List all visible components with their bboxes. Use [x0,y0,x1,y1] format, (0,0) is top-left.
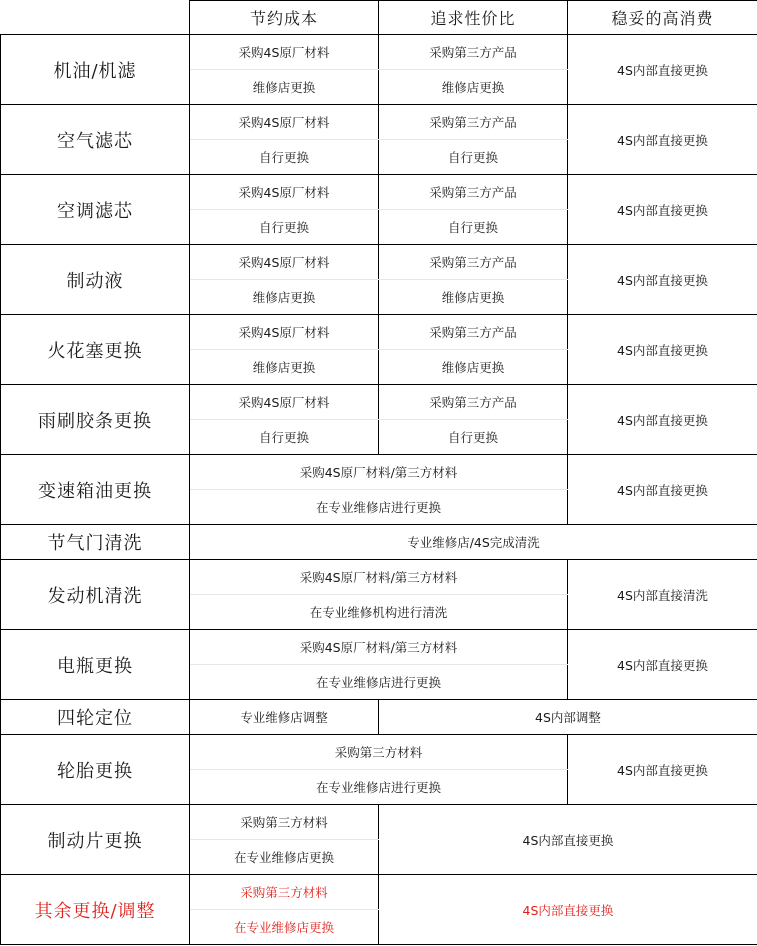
save-option-line2: 维修店更换 [190,280,379,315]
rest-option: 4S内部直接更换 [379,875,757,945]
merged-option-line1: 采购4S原厂材料/第三方材料 [190,630,568,665]
table-row [1,700,757,735]
premium-option: 4S内部直接更换 [568,455,757,525]
table-row [1,805,757,840]
save-option-line1: 采购4S原厂材料 [190,175,379,210]
table-row [1,385,757,420]
header-premium: 稳妥的高消费 [568,1,757,35]
premium-option: 4S内部直接更换 [568,315,757,385]
item-name: 机油/机滤 [1,35,190,105]
merged-option-line1: 采购4S原厂材料/第三方材料 [190,560,568,595]
value-option-line1: 采购第三方产品 [379,35,568,70]
save-option-line1: 采购第三方材料 [190,875,379,910]
value-option-line1: 采购第三方产品 [379,105,568,140]
value-option-line2: 自行更换 [379,140,568,175]
premium-option: 4S内部直接更换 [568,385,757,455]
item-name: 轮胎更换 [1,735,190,805]
save-option-line2: 维修店更换 [190,350,379,385]
premium-option: 4S内部直接更换 [568,105,757,175]
save-option-line2: 维修店更换 [190,70,379,105]
save-option: 专业维修店调整 [190,700,379,735]
save-option-line2: 自行更换 [190,140,379,175]
value-option-line1: 采购第三方产品 [379,175,568,210]
header-row [1,1,757,35]
value-option-line2: 自行更换 [379,210,568,245]
premium-option: 4S内部直接更换 [568,35,757,105]
table-row-highlight [1,875,757,910]
table-row [1,455,757,490]
save-option-line2: 自行更换 [190,210,379,245]
item-name: 四轮定位 [1,700,190,735]
value-option-line2: 维修店更换 [379,280,568,315]
merged-option-line2: 在专业维修店进行更换 [190,665,568,700]
premium-option: 4S内部直接更换 [568,175,757,245]
save-option-line1: 采购4S原厂材料 [190,385,379,420]
rest-option: 4S内部调整 [379,700,757,735]
table-row [1,245,757,280]
merged-option-line2: 在专业维修机构进行清洗 [190,595,568,630]
premium-option: 4S内部直接更换 [568,735,757,805]
item-name: 雨刷胶条更换 [1,385,190,455]
header-value: 追求性价比 [379,1,568,35]
item-name: 空气滤芯 [1,105,190,175]
table-row [1,35,757,70]
table-row [1,735,757,770]
item-name: 变速箱油更换 [1,455,190,525]
table-row [1,315,757,350]
premium-option: 4S内部直接更换 [568,245,757,315]
value-option-line2: 维修店更换 [379,350,568,385]
value-option-line1: 采购第三方产品 [379,315,568,350]
save-option-line2: 在专业维修店更换 [190,840,379,875]
merged-option-line2: 在专业维修店进行更换 [190,770,568,805]
all-option: 专业维修店/4S完成清洗 [190,525,757,560]
rest-option: 4S内部直接更换 [379,805,757,875]
item-name: 电瓶更换 [1,630,190,700]
merged-option-line2: 在专业维修店进行更换 [190,490,568,525]
table-row [1,630,757,665]
item-name: 制动片更换 [1,805,190,875]
item-name: 制动液 [1,245,190,315]
table-row [1,560,757,595]
save-option-line1: 采购4S原厂材料 [190,245,379,280]
save-option-line1: 采购4S原厂材料 [190,35,379,70]
save-option-line1: 采购4S原厂材料 [190,315,379,350]
header-save-cost: 节约成本 [190,1,379,35]
item-name: 发动机清洗 [1,560,190,630]
value-option-line1: 采购第三方产品 [379,385,568,420]
table-row [1,525,757,560]
table-row [1,175,757,210]
premium-option: 4S内部直接更换 [568,630,757,700]
item-name: 其余更换/调整 [1,875,190,945]
value-option-line2: 自行更换 [379,420,568,455]
premium-option: 4S内部直接清洗 [568,560,757,630]
value-option-line1: 采购第三方产品 [379,245,568,280]
item-name: 节气门清洗 [1,525,190,560]
value-option-line2: 维修店更换 [379,70,568,105]
table-row [1,105,757,140]
item-name: 空调滤芯 [1,175,190,245]
corner-blank [1,1,190,35]
save-option-line2: 在专业维修店更换 [190,910,379,945]
save-option-line1: 采购4S原厂材料 [190,105,379,140]
merged-option-line1: 采购4S原厂材料/第三方材料 [190,455,568,490]
item-name: 火花塞更换 [1,315,190,385]
merged-option-line1: 采购第三方材料 [190,735,568,770]
save-option-line1: 采购第三方材料 [190,805,379,840]
save-option-line2: 自行更换 [190,420,379,455]
